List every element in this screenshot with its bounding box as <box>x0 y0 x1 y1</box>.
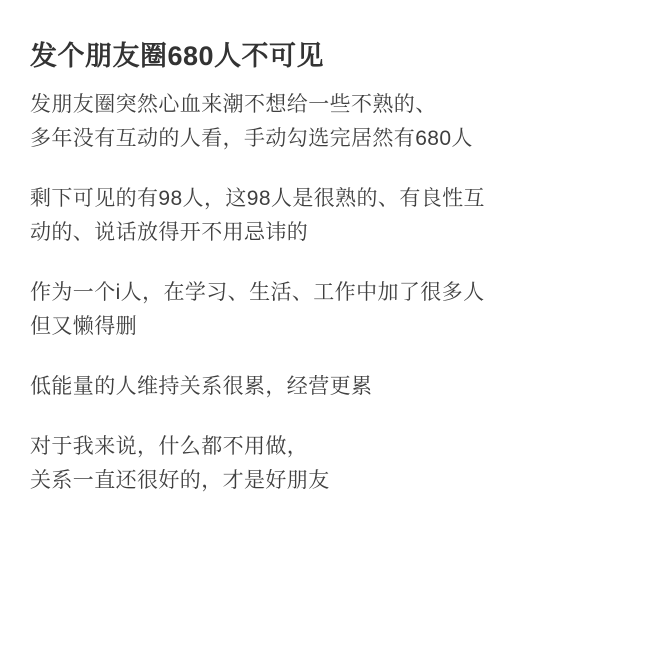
paragraph-3 <box>30 276 622 344</box>
paragraph-line: 发朋友圈突然心血来潮不想给一些不熟的、 <box>30 93 437 117</box>
paragraph-line: 但又懒得删 <box>30 315 137 339</box>
paragraph-line: 对于我来说，什么都不用做， <box>30 435 309 459</box>
paragraph-4 <box>30 370 622 404</box>
paragraph-line: 关系一直还很好的，才是好朋友 <box>30 469 330 493</box>
page-title: 发个朋友圈680人不可见 <box>30 41 325 71</box>
paragraph-line: 低能量的人维持关系很累，经营更累 <box>30 375 373 399</box>
paragraph-line: 剩下可见的有98人，这98人是很熟的、有良性互 <box>30 187 485 211</box>
paragraph-5 <box>30 430 622 498</box>
paragraph-line: 多年没有互动的人看，手动勾选完居然有680人 <box>30 127 473 151</box>
paragraph-line: 动的、说话放得开不用忌讳的 <box>30 221 309 245</box>
paragraph-1 <box>30 88 622 156</box>
paragraph-line: 作为一个i人，在学习、生活、工作中加了很多人 <box>30 281 485 305</box>
paragraph-2 <box>30 182 622 250</box>
